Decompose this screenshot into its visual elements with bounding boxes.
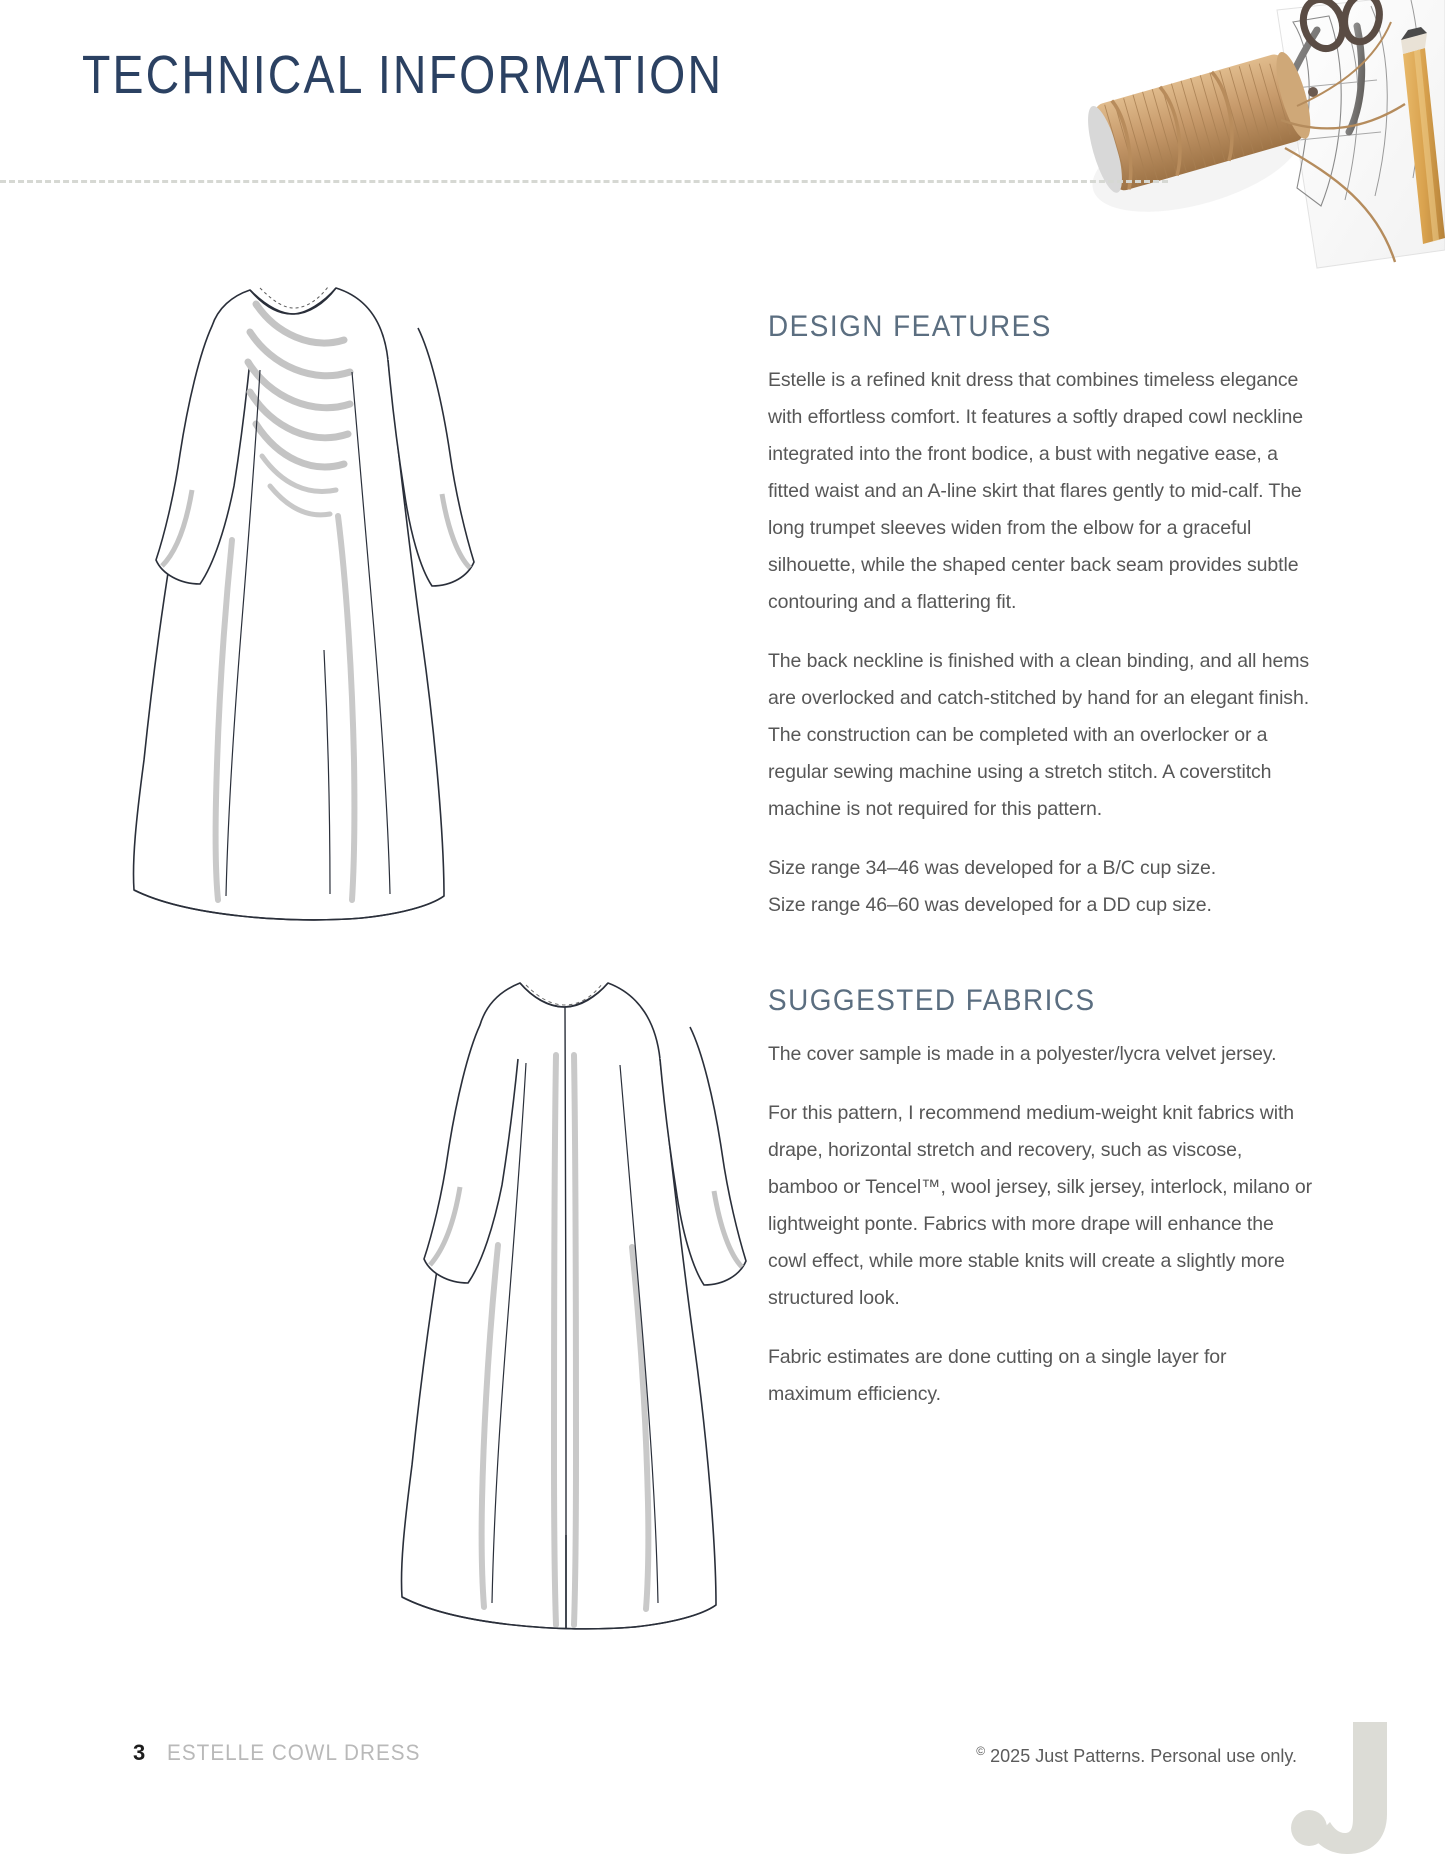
- suggested-fabrics-paragraph-3: Fabric estimates are done cutting on a single layer for maximum efficiency.: [768, 1346, 1227, 1405]
- content-column: [768, 310, 1313, 1435]
- copyright-symbol: ©: [976, 1744, 986, 1758]
- technical-flat-front: [100, 240, 520, 980]
- suggested-fabrics-paragraph-2: For this pattern, I recommend medium-weight knit fabrics with drape, horizontal stretch and recovery, such as viscose, bamboo or Tencel™, wool jersey, silk jersey, interlock, milano or lightweight ponte. Fabrics with more drape will enhance the cowl effect, while more stable knits will create a slightly more structured look.: [768, 1102, 1313, 1309]
- page-number: 3: [133, 1740, 146, 1765]
- page-title: TECHNICAL INFORMATION: [82, 45, 724, 105]
- copyright-text: 2025 Just Patterns. Personal use only.: [990, 1746, 1297, 1766]
- size-range-note-bc: Size range 34–46 was developed for a B/C cup size.: [768, 857, 1217, 879]
- sewing-flatlay-photo: [925, 0, 1445, 330]
- copyright-notice: [976, 1744, 1297, 1767]
- heading-suggested-fabrics: SUGGESTED FABRICS: [768, 984, 1096, 1017]
- just-patterns-logo: [1267, 1718, 1417, 1858]
- design-features-paragraph-2: The back neckline is finished with a clean binding, and all hems are overlocked and catch-stitched by hand for an elegant finish. The construction can be completed with an overlocker or a regular sewing machine using a stretch stitch. A coverstitch machine is not required for this pattern.: [768, 650, 1310, 820]
- suggested-fabrics-paragraph-1: The cover sample is made in a polyester/lycra velvet jersey.: [768, 1043, 1277, 1065]
- footer-left: [133, 1740, 437, 1766]
- header-divider: [0, 180, 1168, 183]
- size-range-note-dd: Size range 46–60 was developed for a DD cup size.: [768, 894, 1212, 916]
- technical-flat-back: [370, 935, 790, 1685]
- design-features-paragraph-1: Estelle is a refined knit dress that combines timeless elegance with effortless comfort. It features a softly draped cowl neckline integrated into the front bodice, a bust with negative ease, a fitted waist and an A-line skirt that flares gently to mid-calf. The long trumpet sleeves widen from the elbow for a graceful silhouette, while the shaped center back seam provides subtle contouring and a flattering fit.: [768, 369, 1303, 613]
- pattern-name: ESTELLE COWL DRESS: [167, 1740, 421, 1765]
- heading-design-features: DESIGN FEATURES: [768, 310, 1052, 343]
